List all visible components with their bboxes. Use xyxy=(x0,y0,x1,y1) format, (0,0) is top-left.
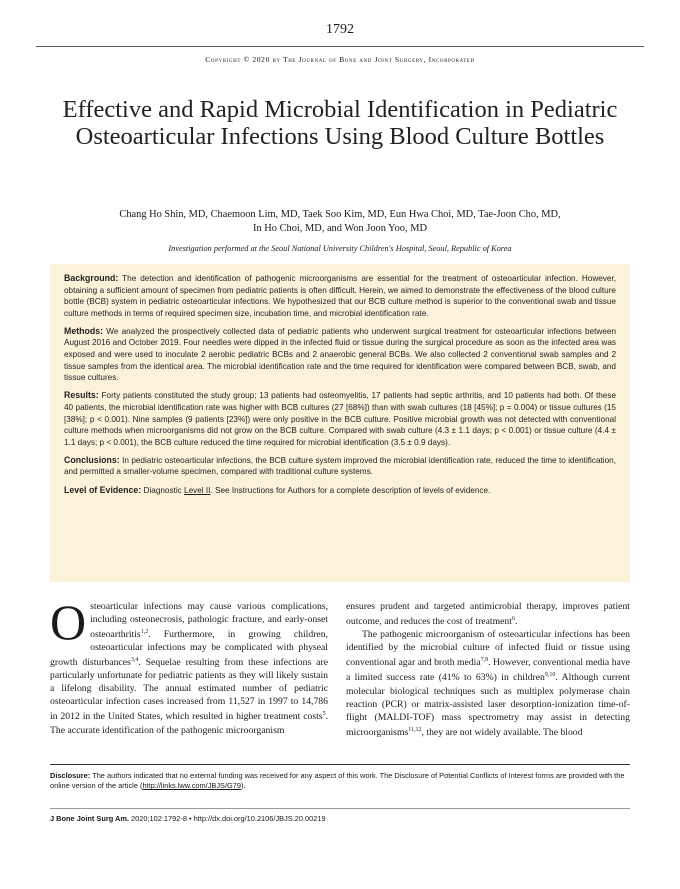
abstract-box xyxy=(50,264,630,582)
results-label: Results: xyxy=(64,390,99,401)
disclosure xyxy=(50,771,630,792)
footer-citation: 2020;102:1792-8 xyxy=(131,814,187,823)
disclosure-text: The authors indicated that no external funding was received for any aspect of this work. The Disclosure of Potential Conflicts of Interest forms are provided with the online version of the article ( xyxy=(50,771,625,791)
citation-ref[interactable]: 6 xyxy=(511,616,515,622)
background-text: The detection and identification of pathogenic microorganisms are essential for the treatment of osteoarticular infection. However, obtaining a sufficient amount of specimen from pediatric patients is often difficult. Herein, we aimed to demonstrate the effectiveness of the blood culture bottle (BCB) system in pediatric osteoarticular infections. We hypothesized that our BCB culture method is superior to the conventional swab and tissue culture methods in terms of required specimen size, incubation time, and microbial identification rate. xyxy=(64,274,616,318)
disclosure-divider xyxy=(50,764,630,765)
citation-ref[interactable]: 1,2 xyxy=(140,629,149,635)
intro-text-4: . The accurate identification of the pathogenic microorganism xyxy=(50,711,328,736)
disclosure-label: Disclosure: xyxy=(50,771,91,780)
intro-paragraph xyxy=(50,594,328,737)
copyright-line: Copyright © 2020 by The Journal of Bone and Joint Surgery, Incorporated xyxy=(205,55,475,64)
results-text: Forty patients constituted the study group; 13 patients had osteomyelitis, 17 patients had septic arthritis, and 10 patients had both. Of these 40 patients, the microbial identification rate was higher with BCB cultures (27 [68%]) than with swab cultures (18 [45%]; p = 0.004) or tissue cultures (15 [38%]; p < 0.001). Nine samples (9 patients [23%]) were only positive in the BCB culture. Positive microbial growth was not detected with conventional culture methods when microorganisms did not grow on the BCB culture. Compared with swab culture (4.3 ± 1.1 days; p < 0.001) or tissue culture (4.4 ± 1.1 days; p < 0.001), the BCB culture reduced the time required for microbial identification (3.5 ± 0.9 days). xyxy=(64,391,616,447)
author-list xyxy=(70,208,610,236)
citation-ref[interactable]: 9,10 xyxy=(544,672,556,679)
right-text-5: . Although current molecular biological techniques such as multiplex polymerase chain reaction (PCR) or matrix-assisted laser desorption-ionization time-of-flight (MALDI-TOF) mass spectrometry may assist in detecting microorganisms xyxy=(346,672,631,738)
right-paragraph-2 xyxy=(346,628,630,739)
abstract-conclusions xyxy=(64,455,616,478)
body-column-left xyxy=(50,594,328,737)
footer-bullet: • xyxy=(189,814,192,823)
citation-ref[interactable]: 7,8 xyxy=(480,657,489,664)
intro-text-3: . Sequelae resulting from these infections are particularly unfortunate for pediatric patients as they will likely sustain a lifelong disability. The annual estimated number of pediatric osteoarticular infection cases increased from 11,527 in 1997 to 14,786 in 2012 in the United States, which resulted in higher treatment costs xyxy=(50,657,328,723)
abstract-results xyxy=(64,390,616,448)
background-label: Background: xyxy=(64,273,119,283)
disclosure-link[interactable]: http://links.lww.com/JBJS/G79 xyxy=(142,781,242,791)
right-text-3: The pathogenic microorganism of osteoarticular infections has been identified by the microbial culture of infected fluid or tissue using conventional agar and broth media xyxy=(346,629,630,669)
methods-label: Methods: xyxy=(64,325,104,336)
abstract-background xyxy=(64,273,616,319)
level-pre: Diagnostic xyxy=(143,485,182,495)
affiliation: Investigation performed at the Seoul National University Children's Hospital, Seoul, Republic of Korea xyxy=(168,244,512,253)
right-text-2: . xyxy=(514,616,518,628)
page-number: 1792 xyxy=(326,22,354,37)
methods-text: We analyzed the prospectively collected data of pediatric patients who underwent surgical treatment for osteoarticular infections between August 2016 and October 2019. Four needles were dipped in the infected fluid or tissue during the surgical procedure as soon as the infected area was exposed and were used to inoculate 2 aerobic pediatric BCBs and 2 anaerobic general BCBs. We also collected 2 conventional swab samples and 2 tissue samples from the identical area. The microbial identification rate and the time required for identification were compared between BCB, swab, and tissue cultures. xyxy=(64,326,616,383)
right-text-4: . However, conventional media have a limited success rate (41% to 63%) in children xyxy=(346,657,630,684)
header-divider xyxy=(36,46,644,47)
level-label: Level of Evidence: xyxy=(64,484,142,495)
disclosure-end: ). xyxy=(241,781,246,791)
abstract-methods xyxy=(64,326,616,384)
right-text-1: ensures prudent and targeted antimicrobial therapy, improves patient outcome, and reduces the cost of treatment xyxy=(346,601,630,628)
conclusions-label: Conclusions: xyxy=(64,454,120,465)
conclusions-text: In pediatric osteoarticular infections, the BCB culture system improved the microbial identification rate, reduced the time to identification, and permitted a smaller-volume specimen, compared with traditional culture systems. xyxy=(64,455,616,477)
footer-doi[interactable]: http://dx.doi.org/10.2106/JBJS.20.00219 xyxy=(193,814,326,823)
footer xyxy=(50,814,630,823)
intro-text-1: steoarticular infections may cause various complications, including osteonecrosis, pathologic fracture, and early-onset osteoarthritis xyxy=(90,601,328,641)
body-column-right xyxy=(346,600,630,739)
abstract-level xyxy=(64,485,616,497)
citation-ref[interactable]: 11,12 xyxy=(408,726,422,733)
author-line-2: In Ho Choi, MD, and Won Joon Yoo, MD xyxy=(253,223,427,234)
citation-ref[interactable]: 5 xyxy=(322,711,326,718)
level-post: . See Instructions for Authors for a complete description of levels of evidence. xyxy=(210,485,491,495)
right-paragraph-1 xyxy=(346,600,630,628)
article-title: Effective and Rapid Microbial Identification in Pediatric Osteoarticular Infections Using Blood Culture Bottles xyxy=(62,96,618,150)
footer-divider xyxy=(50,808,630,809)
intro-text-2: . Furthermore, in growing children, osteoarticular infections may be complicated with physeal growth disturbances xyxy=(50,629,328,669)
right-text-6: , they are not widely available. The blood xyxy=(421,726,583,738)
author-line-1: Chang Ho Shin, MD, Chaemoon Lim, MD, Taek Soo Kim, MD, Eun Hwa Choi, MD, Tae-Joon Cho, MD, xyxy=(119,209,561,220)
citation-ref[interactable]: 3,4 xyxy=(130,657,139,664)
drop-cap: O xyxy=(50,594,87,650)
footer-journal: J Bone Joint Surg Am. xyxy=(50,814,129,823)
level-link[interactable]: Level II xyxy=(184,485,211,495)
